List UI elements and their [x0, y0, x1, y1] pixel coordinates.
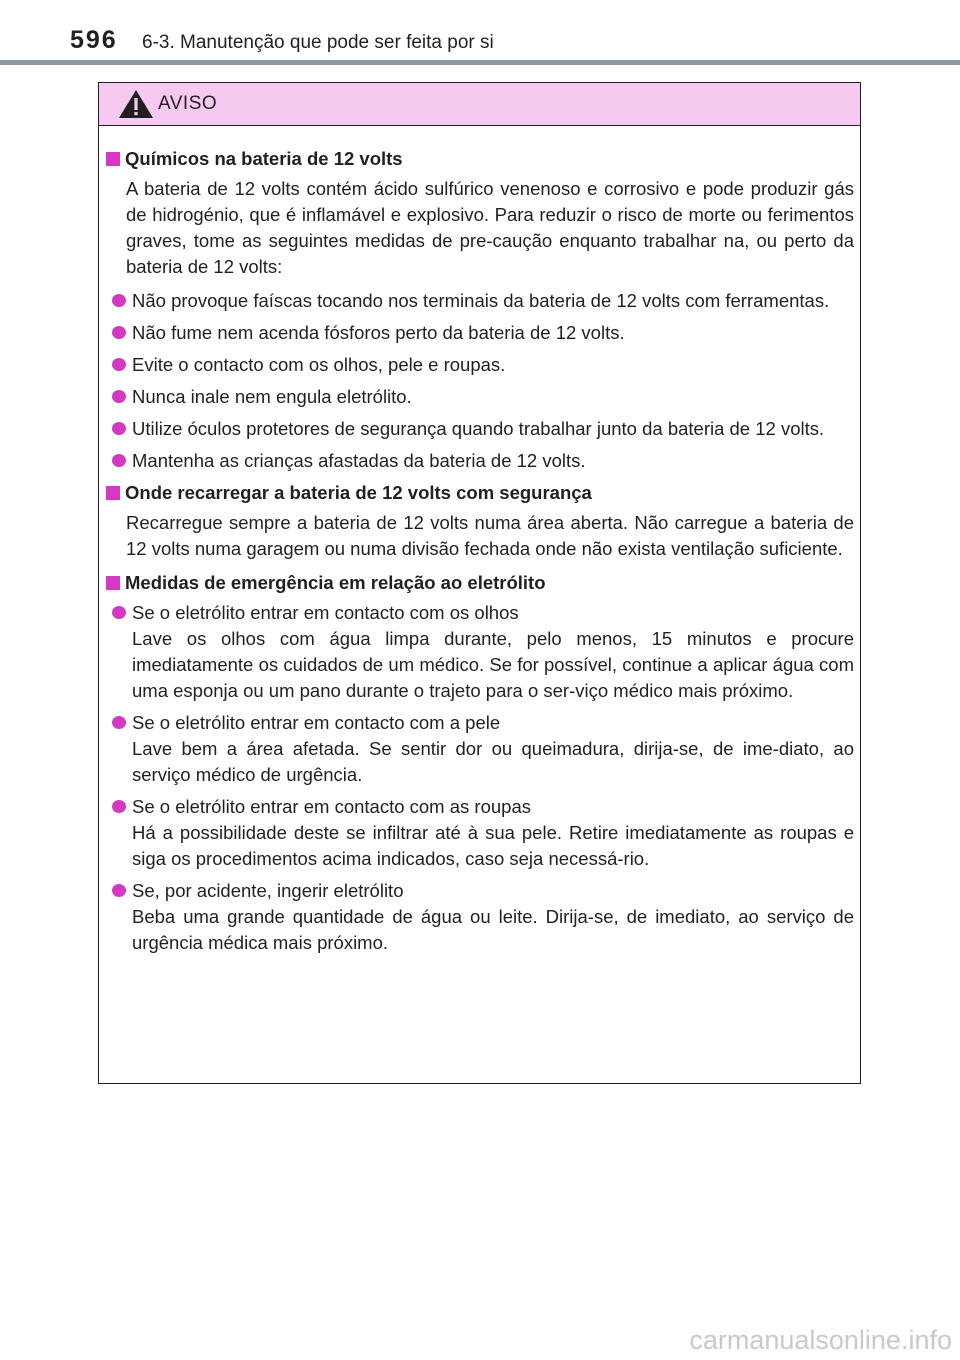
warning-body	[99, 126, 860, 956]
list-item	[112, 794, 854, 872]
list-item-body: Há a possibilidade deste se infiltrar até à sua pele. Retire imediatamente as roupas e siga os procedimentos acima indicados, caso seja necessá-rio.	[132, 822, 854, 869]
list-item-text	[132, 710, 854, 788]
circle-bullet-icon	[112, 800, 126, 813]
list-item	[112, 878, 854, 956]
subsection-heading	[106, 480, 854, 506]
square-bullet-icon	[106, 486, 120, 500]
list-item-text	[132, 794, 854, 872]
list-item-text: Utilize óculos protetores de segurança quando trabalhar junto da bateria de 12 volts.	[132, 418, 825, 439]
watermark: carmanualsonline.info	[689, 1325, 952, 1355]
subsection-safe-recharge	[106, 480, 854, 562]
square-bullet-icon	[106, 152, 120, 166]
bullet-list	[112, 288, 854, 474]
list-item	[112, 600, 854, 704]
square-bullet-icon	[106, 576, 120, 590]
list-item-text	[132, 878, 854, 956]
list-item-body: Lave bem a área afetada. Se sentir dor ou queimadura, dirija-se, de ime-diato, ao serviço médico de urgência.	[132, 738, 854, 785]
list-item	[112, 384, 854, 410]
circle-bullet-icon	[112, 884, 126, 897]
list-item-lead: Se o eletrólito entrar em contacto com os olhos	[132, 602, 519, 623]
subsection-heading-text: Químicos na bateria de 12 volts	[125, 148, 403, 169]
subsection-emergency-measures	[106, 570, 854, 956]
circle-bullet-icon	[112, 390, 126, 403]
subsection-intro: A bateria de 12 volts contém ácido sulfúrico venenoso e corrosivo e pode produzir gás de hidrogénio, que é inflamável e explosivo. Para reduzir o risco de morte ou ferimentos graves, tome as seguintes medidas de pre-caução enquanto trabalhar na, ou perto da bateria de 12 volts:	[126, 178, 854, 277]
list-item-text: Nunca inale nem engula eletrólito.	[132, 386, 412, 407]
list-item	[112, 710, 854, 788]
list-item-text: Evite o contacto com os olhos, pele e roupas.	[132, 354, 506, 375]
bullet-list	[112, 600, 854, 956]
subsection-heading-text: Medidas de emergência em relação ao eletrólito	[125, 572, 546, 593]
subsection-heading	[106, 570, 854, 596]
subsection-heading	[106, 146, 854, 172]
circle-bullet-icon	[112, 358, 126, 371]
circle-bullet-icon	[112, 606, 126, 619]
section-title: 6-3. Manutenção que pode ser feita por si	[142, 32, 494, 53]
subsection-heading-text: Onde recarregar a bateria de 12 volts com segurança	[125, 482, 592, 503]
circle-bullet-icon	[112, 422, 126, 435]
circle-bullet-icon	[112, 454, 126, 467]
list-item	[112, 352, 854, 378]
list-item	[112, 416, 854, 442]
warning-label: AVISO	[158, 93, 218, 114]
list-item	[112, 448, 854, 474]
page-number: 596	[70, 26, 118, 54]
header-rule	[0, 60, 960, 65]
page-header	[0, 0, 960, 70]
list-item-body: Lave os olhos com água limpa durante, pelo menos, 15 minutos e procure imediatamente os cuidados de um médico. Se for possível, continue a aplicar água com uma esponja ou um pano durante o trajeto para o ser-viço médico mais próximo.	[132, 628, 854, 701]
subsection-intro: Recarregue sempre a bateria de 12 volts numa área aberta. Não carregue a bateria de 12 volts numa garagem ou numa divisão fechada onde não exista ventilação suficiente.	[126, 512, 854, 559]
list-item	[112, 288, 854, 314]
warning-header	[99, 83, 860, 126]
circle-bullet-icon	[112, 294, 126, 307]
list-item-body: Beba uma grande quantidade de água ou leite. Dirija-se, de imediato, ao serviço de urgência médica mais próximo.	[132, 906, 854, 953]
circle-bullet-icon	[112, 326, 126, 339]
list-item-text: Não fume nem acenda fósforos perto da bateria de 12 volts.	[132, 322, 625, 343]
subsection-battery-chemicals	[106, 146, 854, 474]
list-item	[112, 320, 854, 346]
list-item-lead: Se o eletrólito entrar em contacto com a pele	[132, 712, 501, 733]
list-item-text: Não provoque faíscas tocando nos terminais da bateria de 12 volts com ferramentas.	[132, 290, 830, 311]
circle-bullet-icon	[112, 716, 126, 729]
warning-box	[98, 82, 861, 1084]
list-item-text	[132, 600, 854, 704]
list-item-lead: Se o eletrólito entrar em contacto com as roupas	[132, 796, 531, 817]
list-item-lead: Se, por acidente, ingerir eletrólito	[132, 880, 404, 901]
list-item-text: Mantenha as crianças afastadas da bateria de 12 volts.	[132, 450, 586, 471]
warning-triangle-icon	[118, 89, 154, 119]
